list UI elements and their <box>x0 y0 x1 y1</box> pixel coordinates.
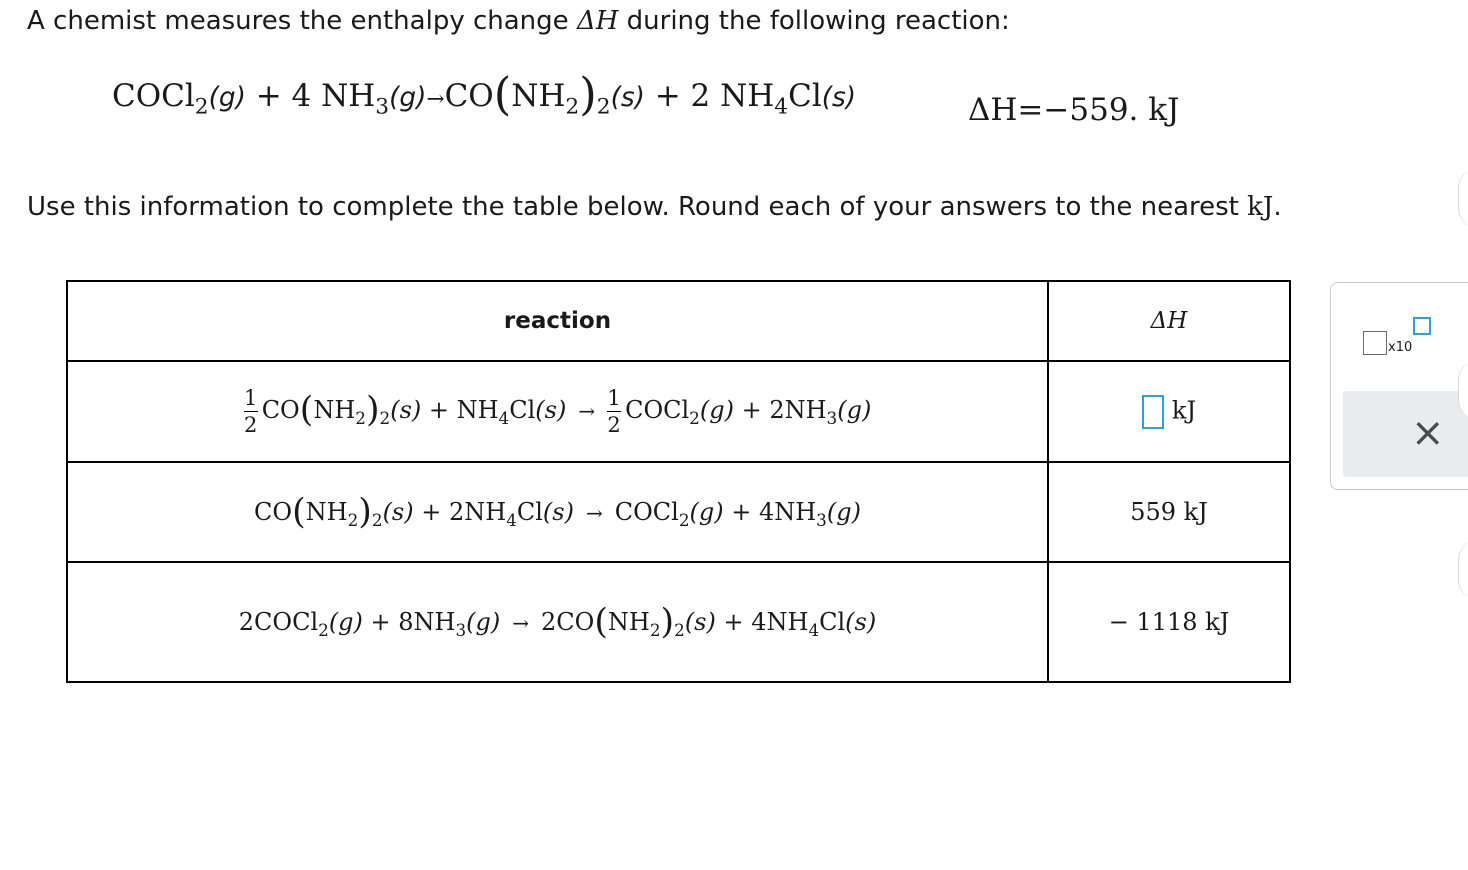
arrow-icon: → <box>512 611 530 635</box>
given-reaction-equation: COCl$_2$(g) + 4 $NH_3(g)\to CO(NH_2)_2(s) + 2$ $NH_4Cl(s)$ <box>112 67 857 121</box>
reaction-table <box>66 280 1291 683</box>
arrow-icon: → <box>585 501 603 525</box>
table-row <box>67 361 1290 462</box>
header-reaction: reaction <box>67 281 1048 361</box>
x10-label: x10 <box>1388 340 1413 355</box>
given-delta-h: ΔH=−559. kJ <box>968 92 1180 128</box>
fraction-one-half: $\frac{1}{2}$ <box>607 386 621 437</box>
table-header-row <box>67 281 1290 361</box>
reaction-half: $\frac{1}{2}$ $CO(NH_2)_2(s) + NH_4Cl(s)$ → $\frac{1}{2}$ COCl$_2$(g) + $2NH_3(g)$ <box>67 361 1048 462</box>
base-box-icon <box>1363 331 1387 355</box>
delta-h-symbol: ΔH <box>576 6 619 36</box>
exponent-box-icon <box>1413 317 1431 335</box>
side-tab[interactable] <box>1458 168 1468 228</box>
table-row <box>67 562 1290 682</box>
header-delta-h: ΔH <box>1048 281 1290 361</box>
reaction-reverse: $CO(NH_2)_2(s) + 2NH_4Cl(s)$ → COCl$_2$(g) + $4NH_3(g)$ <box>67 462 1048 562</box>
unit-label: kJ <box>1171 396 1197 424</box>
table-row <box>67 462 1290 562</box>
question-intro: A chemist measures the enthalpy change ΔH during the following reaction: <box>27 6 1010 36</box>
answer-tools-panel <box>1330 282 1468 490</box>
fraction-one-half: $\frac{1}{2}$ <box>244 386 258 437</box>
instruction-text: Use this information to complete the table below. Round each of your answers to the nearest kJ. <box>27 192 1282 222</box>
answer-input[interactable] <box>1142 395 1164 429</box>
clear-button[interactable] <box>1343 391 1468 477</box>
delta-h-answer-cell <box>1048 361 1290 462</box>
close-icon: × <box>1411 410 1445 456</box>
delta-h-value: 559 kJ <box>1048 462 1290 562</box>
arrow-icon: → <box>578 399 596 423</box>
x10-button[interactable] <box>1363 313 1443 355</box>
delta-h-value: − 1118 kJ <box>1048 562 1290 682</box>
side-tab[interactable] <box>1458 540 1468 600</box>
reaction-double: 2COCl$_2$(g) + $8NH_3(g) \to 2CO(NH_2)_2(s) + 4NH_4Cl(s)$ <box>67 562 1048 682</box>
